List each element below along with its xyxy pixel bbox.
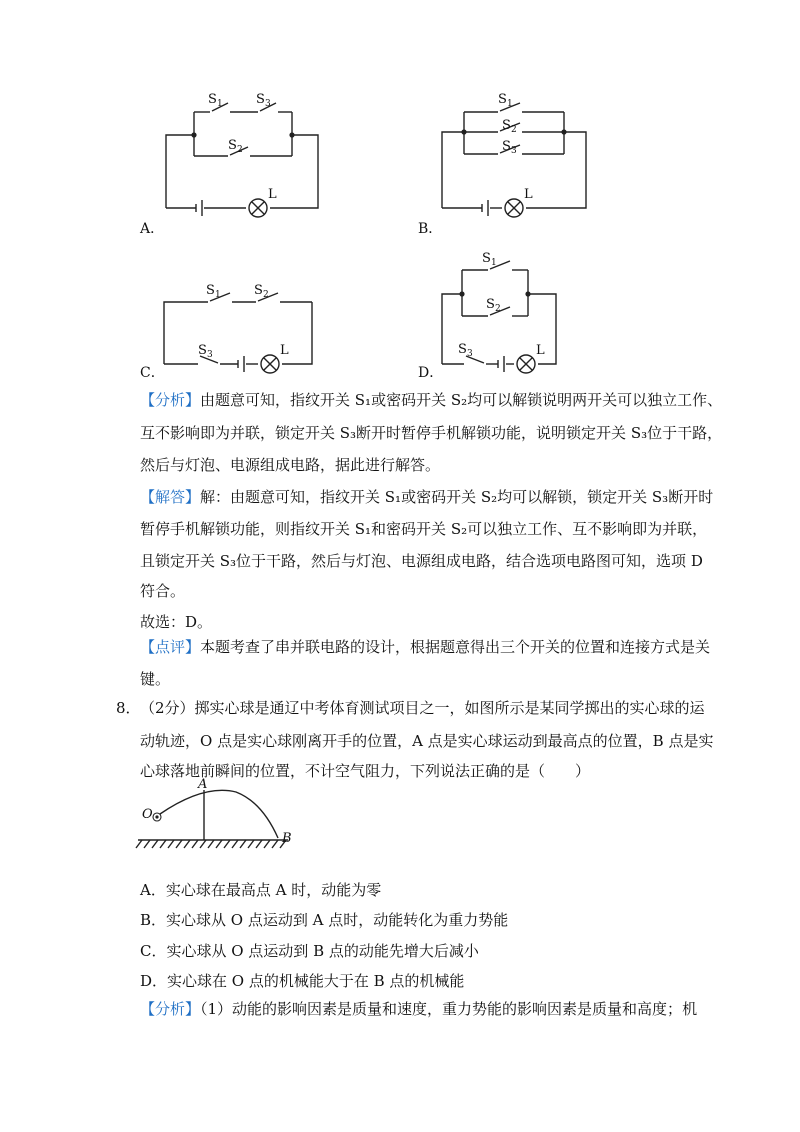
switch-s3-label: S [256,92,265,107]
svg-text:1: 1 [217,99,223,109]
question-text-line: 心球落地前瞬间的位置，不计空气阻力，下列说法正确的是（ ） [140,762,591,780]
analysis-tag: 【分析】 [140,391,201,409]
switch-s2-label: S [486,297,495,312]
option-a: A．实心球在最高点 A 时，动能为零 [140,881,382,899]
question-text-line: 动轨迹，O 点是实心球刚离开手的位置，A 点是实心球运动到最高点的位置，B 点是实 [140,732,714,750]
svg-text:1: 1 [507,99,513,109]
option-d: D．实心球在 O 点的机械能大于在 B 点的机械能 [140,972,465,990]
svg-text:3: 3 [511,146,517,156]
lamp-label: L [280,343,289,358]
circuit-option-a: A． [140,221,165,237]
lamp-label: L [524,187,533,202]
answer-choice: 故选：D。 [140,613,213,631]
svg-text:3: 3 [207,350,213,360]
svg-text:1: 1 [491,258,497,268]
svg-text:2: 2 [263,290,269,300]
answer-tag: 【解答】 [140,488,201,506]
switch-s1-label: S [208,92,217,107]
circuit-option-d: D． [418,365,444,381]
circuit-diagram-d [430,250,620,380]
switch-s3-label: S [458,342,467,357]
circuit-diagram-a [150,90,340,220]
analysis-tag: 【分析】 [140,1000,201,1018]
lamp-label: L [536,343,545,358]
question-text-line: （2分）掷实心球是通辽中考体育测试项目之一，如图所示是某同学掷出的实心球的运 [140,699,705,717]
answer-line: 符合。 [140,582,186,600]
switch-s2-label: S [254,283,263,298]
svg-text:2: 2 [237,145,243,155]
circuit-diagram-b [428,90,618,220]
switch-s3-label: S [198,343,207,358]
point-a-label: A [198,777,208,792]
comment-line: 键。 [140,670,171,688]
option-b: B．实心球从 O 点运动到 A 点时，动能转化为重力势能 [140,911,509,929]
question-number: 8． [116,699,141,717]
answer-line: 且锁定开关 S₃位于干路，然后与灯泡、电源组成电路，结合选项电路图可知，选项 D [140,552,703,570]
circuit-diagram-c [150,280,340,380]
switch-s1-label: S [482,251,491,266]
analysis-line: 然后与灯泡、电源组成电路，据此进行解答。 [140,456,441,474]
svg-text:2: 2 [495,304,501,314]
comment-tag: 【点评】 [140,638,201,656]
trajectory-figure [136,777,306,860]
switch-s3-label: S [502,139,511,154]
answer-line: 【解答】解：由题意可知，指纹开关 S₁或密码开关 S₂均可以解锁，锁定开关 S₃断开时 [140,488,714,506]
answer-line: 暂停手机解锁功能，则指纹开关 S₁和密码开关 S₂可以独立工作、互不影响即为并联， [140,520,708,538]
analysis-line: 【分析】由题意可知，指纹开关 S₁或密码开关 S₂均可以解锁说明两开关可以独立工作、 [140,391,723,409]
analysis-line: 【分析】（1）动能的影响因素是质量和速度，重力势能的影响因素是质量和高度；机 [140,1000,698,1018]
analysis-line: 互不影响即为并联，锁定开关 S₃断开时暂停手机解锁功能，说明锁定开关 S₃位于干路， [140,424,723,442]
point-b-label: B [282,831,292,846]
svg-text:1: 1 [215,290,221,300]
svg-text:3: 3 [265,99,271,109]
switch-s2-label: S [228,138,237,153]
circuit-option-c: C． [140,365,165,381]
switch-s1-label: S [206,283,215,298]
lamp-label: L [268,187,277,202]
option-c: C．实心球从 O 点运动到 B 点的动能先增大后减小 [140,942,479,960]
comment-line: 【点评】本题考查了串并联电路的设计，根据题意得出三个开关的位置和连接方式是关 [140,638,711,656]
point-o-label: O [142,807,153,822]
circuit-option-b: B． [418,221,443,237]
switch-s1-label: S [498,92,507,107]
svg-text:3: 3 [467,349,473,359]
svg-text:2: 2 [511,125,517,135]
switch-s2-label: S [502,118,511,133]
